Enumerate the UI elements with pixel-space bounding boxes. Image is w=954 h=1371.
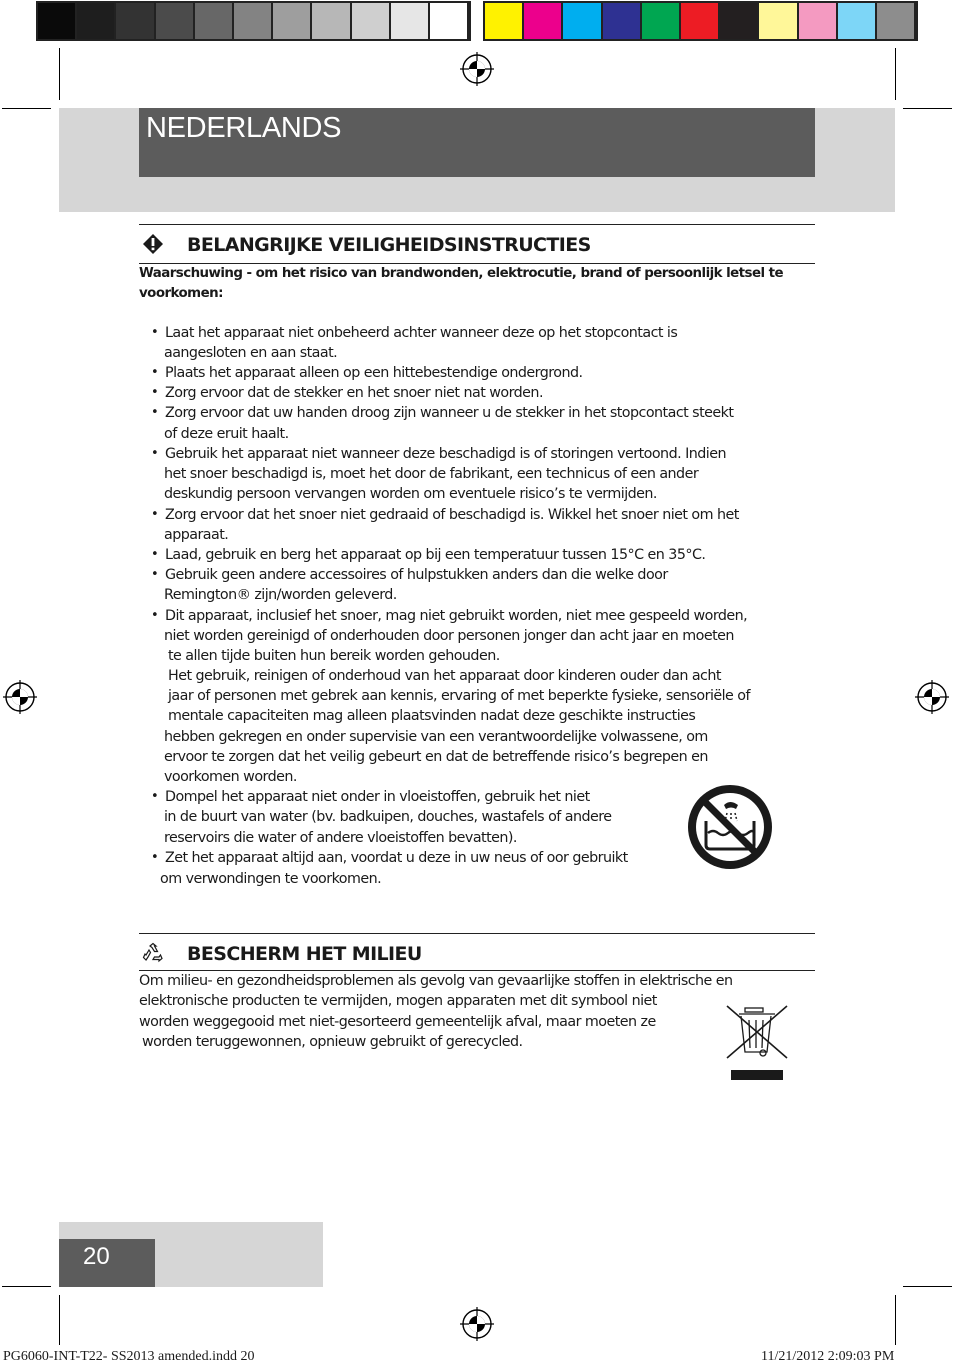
safety-instruction-line: Laad, gebruik en berg het apparaat op bij een temperatuur tussen 15°C en 35°C.: [165, 547, 706, 563]
safety-instruction-line: Het gebruik, reinigen of onderhoud van het apparaat door kinderen ouder dan acht: [168, 668, 721, 684]
color-swatch: [563, 3, 600, 39]
safety-section-title: BELANGRIJKE VEILIGHEIDSINSTRUCTIES: [187, 234, 591, 256]
color-swatch: [234, 3, 271, 39]
safety-instruction-line: apparaat.: [164, 527, 229, 543]
color-swatch: [877, 3, 914, 39]
environment-text-line: elektronische producten te vermijden, mogen apparaten met dit symbool niet: [139, 993, 657, 1009]
safety-instruction-line: Plaats het apparaat alleen op een hittebestendige ondergrond.: [165, 365, 583, 381]
color-swatch: [195, 3, 232, 39]
safety-instruction-line: om verwondingen te voorkomen.: [160, 871, 382, 887]
safety-instruction-line: Dompel het apparaat niet onder in vloeistoffen, gebruik het niet: [165, 789, 590, 805]
process-color-bar: [483, 1, 918, 41]
safety-instruction-line: voorkomen worden.: [164, 769, 297, 785]
safety-instruction-line: Gebruik geen andere accessoires of hulpstukken anders dan die welke door: [165, 567, 668, 583]
color-swatch: [524, 3, 561, 39]
safety-instruction-line: ervoor te zorgen dat het veilig gebeurt en dat de betreffende risico’s begrepen en: [164, 749, 708, 765]
color-swatch: [642, 3, 679, 39]
environment-section-heading: [139, 933, 815, 971]
bullet-marker: •: [151, 385, 159, 400]
safety-instruction-line: of deze eruit haalt.: [164, 426, 289, 442]
safety-instruction-line: Zet het apparaat altijd aan, voordat u deze in uw neus of oor gebruikt: [165, 850, 628, 866]
color-swatch: [838, 3, 875, 39]
crop-mark: [903, 1286, 952, 1287]
safety-instruction-line: jaar of personen met gebrek aan kennis, ervaring of met beperkte fysieke, sensoriële of: [168, 688, 750, 704]
safety-instruction-line: Zorg ervoor dat het snoer niet gedraaid of beschadigd is. Wikkel het snoer niet om het: [165, 507, 739, 523]
registration-mark-icon: [460, 52, 494, 86]
bullet-marker: •: [151, 365, 159, 380]
safety-instruction-line: Dit apparaat, inclusief het snoer, mag niet gebruikt worden, niet mee gespeeld worden,: [165, 608, 748, 624]
bullet-marker: •: [151, 567, 159, 582]
registration-mark-icon: [460, 1307, 494, 1341]
color-swatch: [485, 3, 522, 39]
safety-section-heading: [139, 224, 815, 264]
safety-instruction-line: Gebruik het apparaat niet wanneer deze beschadigd is of storingen vertoond. Indien: [165, 446, 726, 462]
page-number: 20: [83, 1243, 110, 1270]
crop-mark: [59, 1295, 60, 1345]
color-swatch: [430, 3, 467, 39]
safety-instruction-line: mentale capaciteiten mag alleen plaatsvinden nadat deze geschikte instructies: [168, 708, 696, 724]
safety-instruction-line: te allen tijde buiten hun bereik worden gehouden.: [168, 648, 500, 664]
safety-instruction-line: deskundig persoon vervangen worden om eventuele risico’s te vermijden.: [164, 486, 657, 502]
bullet-marker: •: [151, 405, 159, 420]
color-swatch: [603, 3, 640, 39]
safety-instruction-line: niet worden gereinigd of onderhouden door personen jonger dan acht jaar en moeten: [164, 628, 734, 644]
color-swatch: [759, 3, 796, 39]
grayscale-color-bar: [36, 1, 471, 41]
safety-instruction-line: aangesloten en aan staat.: [164, 345, 338, 361]
color-swatch: [156, 3, 193, 39]
crop-mark: [895, 48, 896, 100]
color-swatch: [720, 3, 757, 39]
page-title: NEDERLANDS: [146, 112, 342, 144]
color-swatch: [681, 3, 718, 39]
crop-mark: [59, 48, 60, 100]
color-swatch: [116, 3, 153, 39]
bullet-marker: •: [151, 608, 159, 623]
footer-file-info: PG6060-INT-T22- SS2013 amended.indd 20: [3, 1349, 255, 1364]
safety-instruction-line: in de buurt van water (bv. badkuipen, douches, wastafels of andere: [164, 809, 612, 825]
environment-text-line: worden weggegooid met niet-gesorteerd gemeentelijk afval, maar moeten ze: [139, 1014, 656, 1030]
footer-timestamp: 11/21/2012 2:09:03 PM: [761, 1349, 895, 1364]
warning-statement: Waarschuwing - om het risico van brandwonden, elektrocutie, brand of persoonlijk letsel te voorkomen:: [139, 266, 784, 301]
color-swatch: [38, 3, 75, 39]
color-swatch: [312, 3, 349, 39]
color-swatch: [352, 3, 389, 39]
crossed-out-wheelie-bin-icon: [723, 1002, 791, 1082]
environment-section-title: BESCHERM HET MILIEU: [187, 943, 422, 965]
safety-instruction-line: Remington® zijn/worden geleverd.: [164, 587, 397, 603]
color-swatch: [273, 3, 310, 39]
bullet-marker: •: [151, 325, 159, 340]
bullet-marker: •: [151, 547, 159, 562]
warning-icon: [142, 233, 164, 255]
bullet-marker: •: [151, 789, 159, 804]
bullet-marker: •: [151, 507, 159, 522]
no-immersion-icon: [686, 783, 774, 871]
recycle-icon: [142, 942, 164, 964]
safety-instruction-line: reservoirs die water of andere vloeistoffen bevatten).: [164, 830, 517, 846]
bullet-marker: •: [151, 446, 159, 461]
safety-instruction-line: Laat het apparaat niet onbeheerd achter wanneer deze op het stopcontact is: [165, 325, 678, 341]
color-swatch: [77, 3, 114, 39]
crop-mark: [2, 108, 51, 109]
environment-text-line: worden teruggewonnen, opnieuw gebruikt of gerecycled.: [142, 1034, 523, 1050]
safety-instruction-line: hebben gekregen en onder supervisie van een verantwoordelijke volwassene, om: [164, 729, 708, 745]
safety-instruction-line: Zorg ervoor dat uw handen droog zijn wanneer u de stekker in het stopcontact steekt: [165, 405, 734, 421]
registration-mark-icon: [3, 680, 37, 714]
bullet-marker: •: [151, 850, 159, 865]
color-swatch: [799, 3, 836, 39]
color-swatch: [391, 3, 428, 39]
safety-instruction-line: het snoer beschadigd is, moet het door de fabrikant, een technicus of een ander: [164, 466, 699, 482]
safety-instruction-line: Zorg ervoor dat de stekker en het snoer niet nat worden.: [165, 385, 543, 401]
registration-mark-icon: [915, 680, 949, 714]
environment-text-line: Om milieu- en gezondheidsproblemen als gevolg van gevaarlijke stoffen in elektrische en: [139, 973, 733, 989]
crop-mark: [903, 108, 952, 109]
crop-mark: [2, 1286, 51, 1287]
crop-mark: [895, 1295, 896, 1345]
